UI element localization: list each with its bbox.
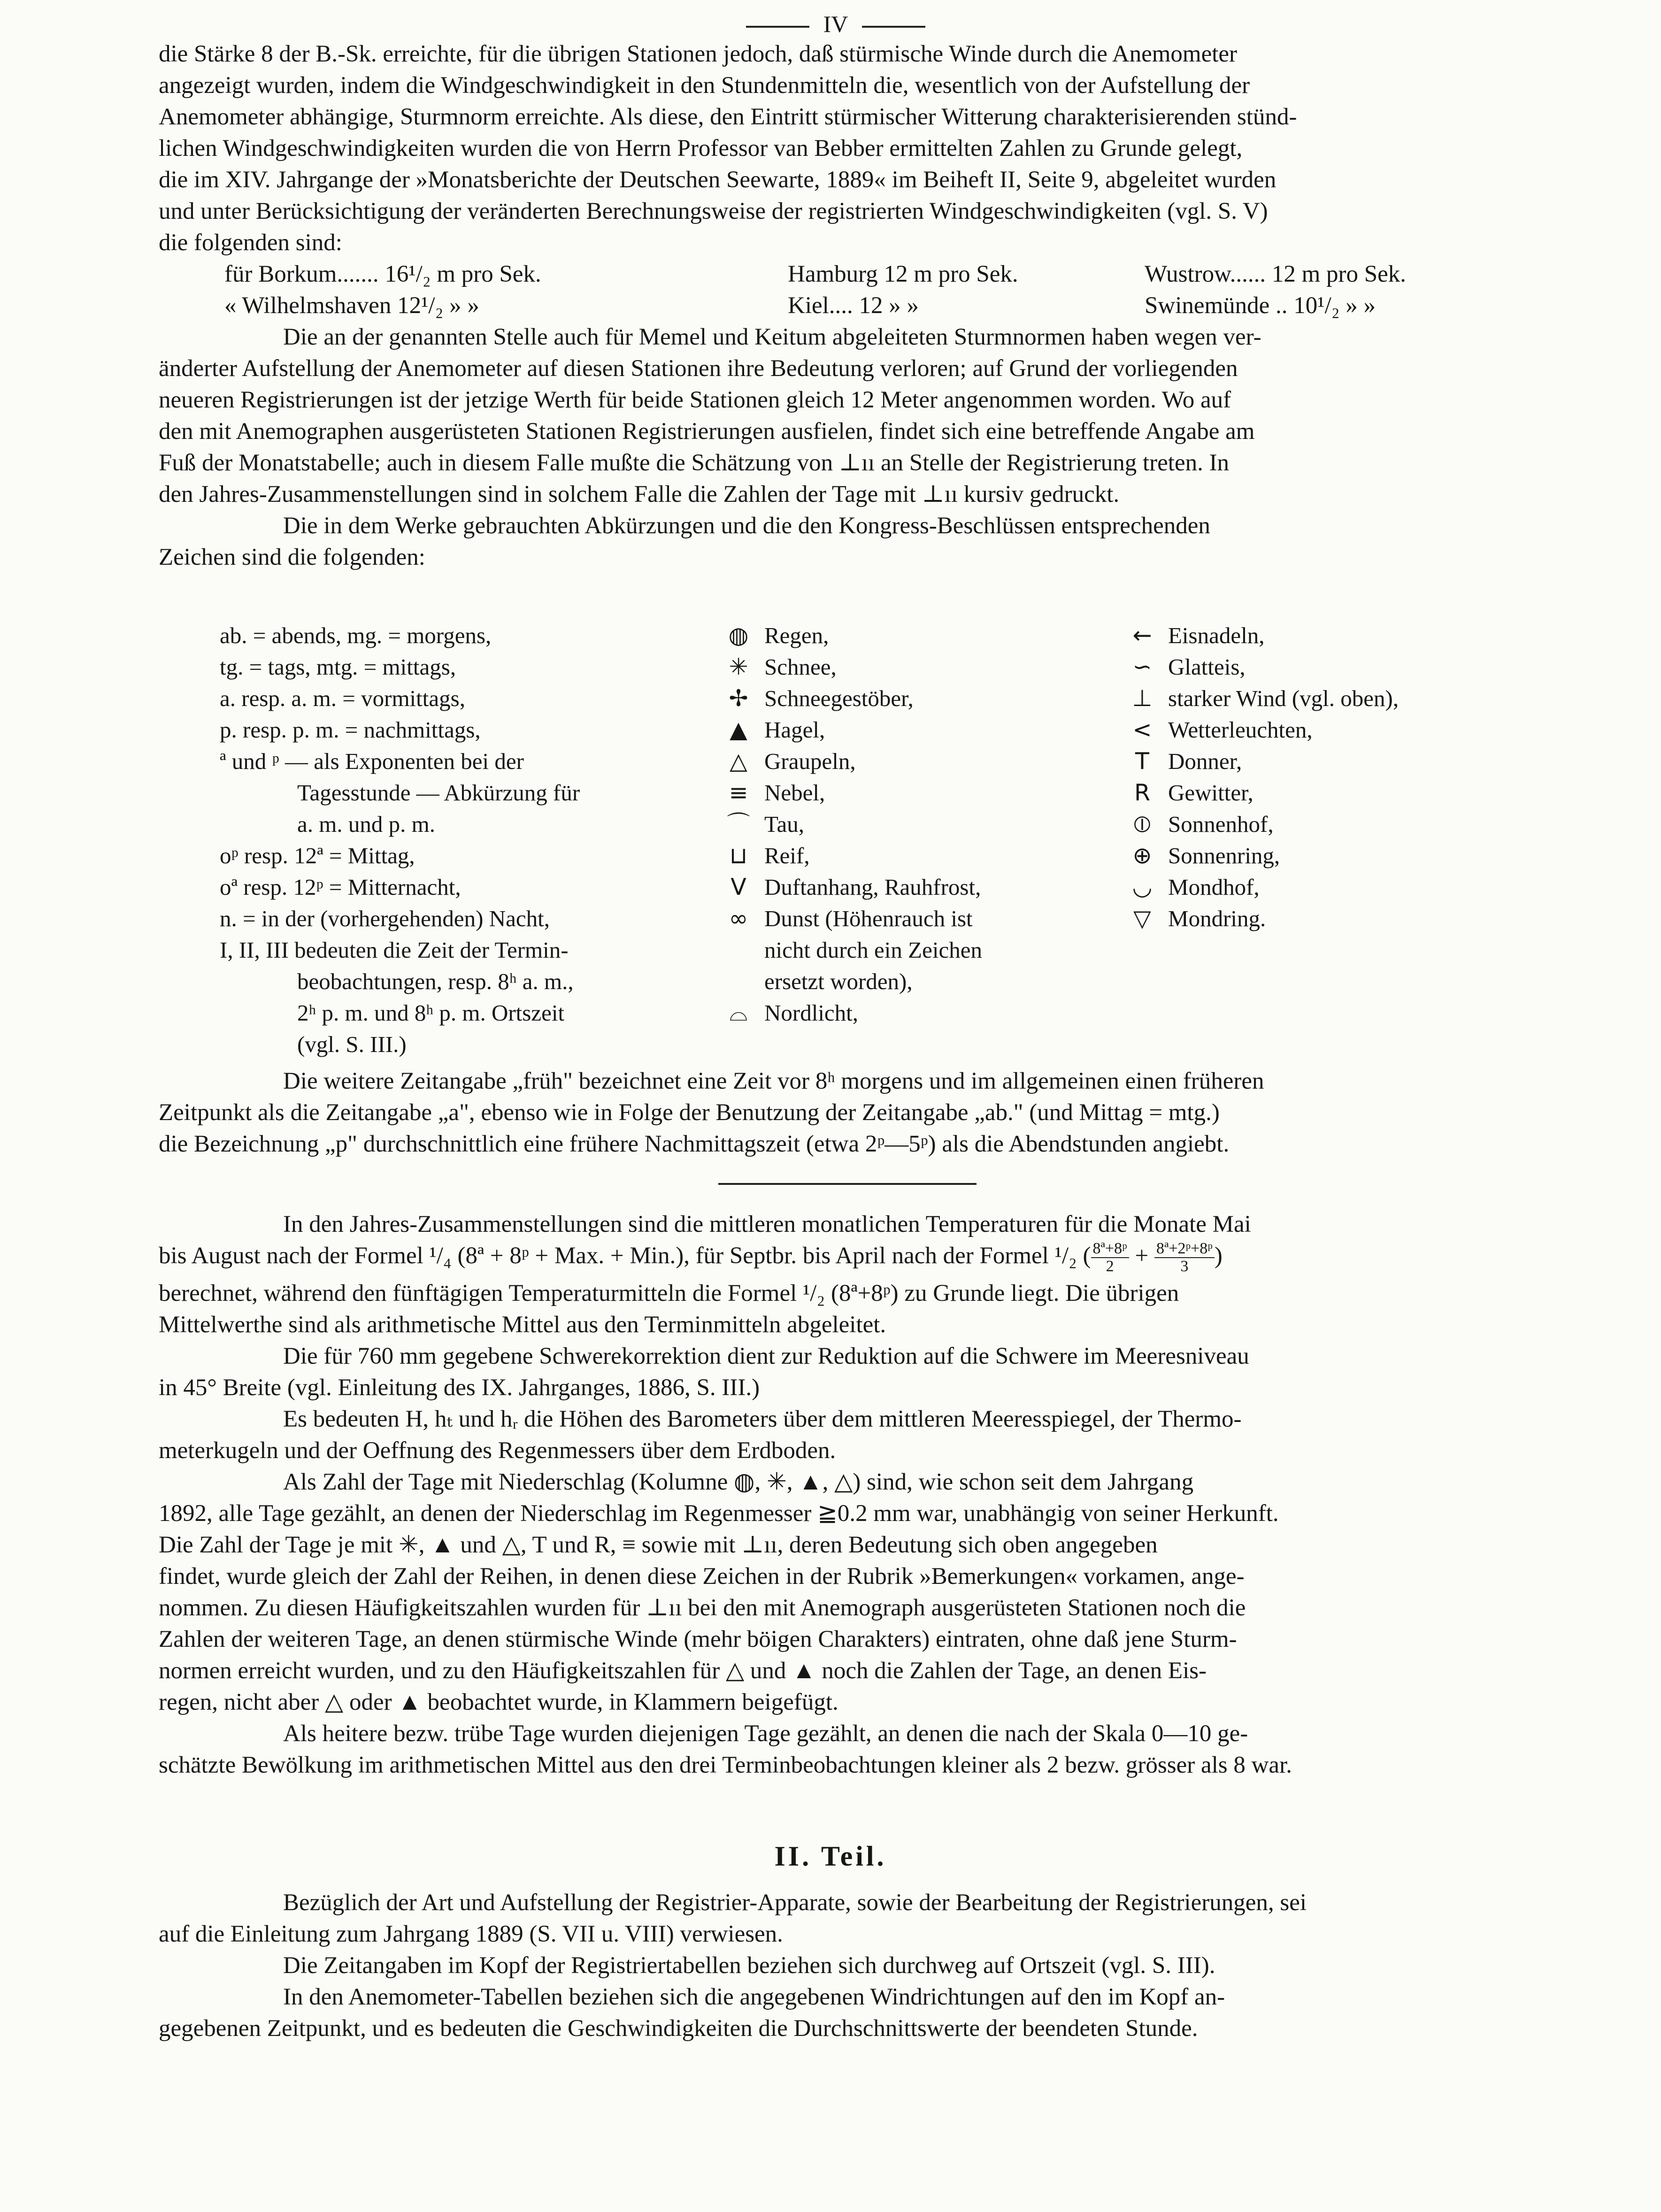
text-line: Die weitere Zeitangabe „früh" bezeichnet eine Zeit vor 8ʰ morgens und im allgemeinen einen früheren — [283, 1068, 1264, 1094]
text-line: Zeitpunkt als die Zeitangabe „a", ebenso wie in Folge der Benutzung der Zeitangabe „ab." (und Mittag = mtg.) — [159, 1099, 1220, 1126]
symbol-entry — [713, 903, 1182, 934]
strong-wind-icon: ⊥ — [1132, 685, 1153, 712]
abbreviation-line: beobachtungen, resp. 8ʰ a. m., — [297, 968, 574, 994]
symbol-label: Hagel, — [764, 717, 825, 743]
symbol-entry — [713, 651, 1182, 683]
page-header — [718, 10, 953, 38]
graupel-icon: △ — [730, 748, 747, 775]
part2-section — [159, 1887, 1534, 2044]
symbol-label: Glatteis, — [1168, 654, 1246, 680]
symbol-label: Wetterleuchten, — [1168, 717, 1313, 743]
abbreviation-line: a. m. und p. m. — [297, 811, 435, 837]
symbol-label: starker Wind (vgl. oben), — [1168, 685, 1399, 711]
header-dash-left — [746, 26, 809, 28]
symbol-entry — [1116, 651, 1530, 683]
annual-summary-section — [159, 1209, 1534, 1781]
text-line: Die in dem Werke gebrauchten Abkürzungen und die den Kongress-Beschlüssen entsprechenden — [283, 513, 1210, 539]
text-line: angezeigt wurden, indem die Windgeschwindigkeit in den Stundenmitteln die, wesentlich von der Aufstellung der — [159, 72, 1250, 99]
text-line: Zeichen sind die folgenden: — [159, 544, 425, 570]
text-line: Anemometer abhängige, Sturmnorm erreichte. Als diese, den Eintritt stürmischer Witterung charakterisierenden stünd- — [159, 104, 1297, 130]
symbol-column — [713, 620, 1182, 1029]
abbreviation-line: ab. = abends, mg. = morgens, — [220, 622, 492, 648]
text-line: In den Anemometer-Tabellen beziehen sich die angegebenen Windrichtungen auf den im Kopf an- — [283, 1984, 1225, 2010]
text-line: die im XIV. Jahrgange der »Monatsberichte der Deutschen Seewarte, 1889« im Beiheft II, Seite 9, abgeleitet wurden — [159, 167, 1277, 193]
symbol-label: Donner, — [1168, 748, 1242, 774]
text-line: Es bedeuten H, hₜ und hᵣ die Höhen des Barometers über dem mittleren Meeresspiegel, der Thermo- — [283, 1406, 1242, 1432]
rain-icon: ◍ — [728, 622, 749, 649]
symbol-label: Mondhof, — [1168, 874, 1260, 900]
abbreviation-line: p. resp. p. m. = nachmittags, — [220, 717, 481, 743]
station-entry: « Wilhelmshaven 12¹/₂ » » — [224, 292, 479, 319]
snow-icon: ✳ — [729, 653, 748, 680]
abbreviation-line: n. = in der (vorhergehenden) Nacht, — [220, 906, 550, 931]
station-entry: Wustrow...... 12 m pro Sek. — [1145, 261, 1407, 287]
lunar-ring-icon: ▽ — [1133, 905, 1151, 932]
thunder-icon: T — [1135, 748, 1149, 775]
text-line: die Stärke 8 der B.-Sk. erreichte, für die übrigen Stationen jedoch, daß stürmische Winde durch die Anemometer — [159, 41, 1237, 67]
symbol-entry — [713, 620, 1182, 651]
text-line: Bezüglich der Art und Aufstellung der Registrier-Apparate, sowie der Bearbeitung der Registrierungen, sei — [283, 1889, 1307, 1916]
text-line: berechnet, während den fünftägigen Temperaturmitteln die Formel ¹/₂ (8ª+8ᵖ) zu Grunde liegt. Die übrigen — [159, 1280, 1179, 1306]
symbol-label: Schneegestöber, — [764, 685, 914, 711]
text-line: Mittelwerthe sind als arithmetische Mittel aus den Terminmitteln abgeleitet. — [159, 1312, 886, 1338]
text-line: Die an der genannten Stelle auch für Memel und Keitum abgeleiteten Sturmnormen haben wegen ver- — [283, 324, 1261, 350]
haze-icon: ∞ — [729, 905, 748, 932]
symbol-entry — [1116, 683, 1530, 714]
symbol-entry — [713, 997, 1182, 1029]
formula-text: bis August nach der Formel ¹/₄ (8ª + 8ᵖ + Max. + Min.), für Septbr. bis April nach der Formel ¹/₂ ( — [159, 1243, 1091, 1269]
symbol-entry — [1116, 620, 1530, 651]
symbol-label: Tau, — [764, 811, 805, 837]
symbol-label: Reif, — [764, 843, 810, 868]
text-line: regen, nicht aber △ oder ▲ beobachtet wurde, in Klammern beigefügt. — [159, 1689, 838, 1715]
part-title: II. Teil. — [774, 1841, 887, 1872]
text-line: In den Jahres-Zusammenstellungen sind die mittleren monatlichen Temperaturen für die Monate Mai — [283, 1211, 1251, 1237]
fraction — [1091, 1240, 1129, 1275]
solar-halo-icon: ⦶ — [1134, 811, 1151, 837]
text-line: den mit Anemographen ausgerüsteten Stationen Registrierungen ausfielen, findet sich eine betreffende Angabe am — [159, 418, 1255, 445]
symbol-label: Regen, — [764, 622, 829, 648]
symbol-entry — [713, 934, 1182, 966]
symbol-entry — [713, 840, 1182, 871]
fraction-denominator: 2 — [1106, 1258, 1114, 1275]
fraction-numerator: 8ª+2ᵖ+8ᵖ — [1154, 1240, 1215, 1258]
text-line: die folgenden sind: — [159, 230, 342, 256]
fraction — [1154, 1240, 1215, 1275]
text-line: die Bezeichnung „p" durchschnittlich eine frühere Nachmittagszeit (etwa 2ᵖ—5ᵖ) als die Abendstunden angiebt. — [159, 1131, 1230, 1157]
text-line: auf die Einleitung zum Jahrgang 1889 (S. VII u. VIII) verwiesen. — [159, 1921, 783, 1947]
symbol-label: Eisnadeln, — [1168, 622, 1265, 648]
symbol-entry — [1116, 745, 1530, 777]
text-line: 1892, alle Tage gezählt, an denen der Niederschlag im Regenmesser ≧0.2 mm war, unabhängig von seiner Herkunft. — [159, 1500, 1279, 1527]
text-line: Die Zahl der Tage je mit ✳, ▲ und △, T und R, ≡ sowie mit ⊥ıı, deren Bedeutung sich oben angegeben — [159, 1532, 1158, 1558]
text-line: findet, wurde gleich der Zahl der Reihen, in denen diese Zeichen in der Rubrik »Bemerkungen« vorkamen, ange- — [159, 1563, 1245, 1590]
symbol-entry — [713, 808, 1182, 840]
time-notes-paragraph — [159, 1066, 1534, 1160]
abbreviation-line: ª und ᵖ — als Exponenten bei der — [220, 748, 524, 774]
text-line: und unter Berücksichtigung der veränderten Berechnungsweise der registrierten Windgeschwindigkeiten (vgl. S. V) — [159, 198, 1268, 224]
ice-needles-icon: ← — [1132, 622, 1152, 649]
symbol-label: Mondring. — [1168, 906, 1266, 931]
abbreviation-line: oª resp. 12ᵖ = Mitternacht, — [220, 874, 461, 900]
symbol-entry — [713, 871, 1182, 903]
fraction-denominator: 3 — [1180, 1258, 1189, 1275]
text-line: Die Zeitangaben im Kopf der Registriertabellen beziehen sich durchweg auf Ortszeit (vgl. S. III). — [283, 1952, 1215, 1979]
text-line: Als Zahl der Tage mit Niederschlag (Kolumne ◍, ✳, ▲, △) sind, wie schon seit dem Jahrgang — [283, 1469, 1194, 1495]
stations-row — [159, 259, 1534, 290]
lunar-halo-icon: ◡ — [1132, 874, 1153, 900]
text-line: normen erreicht wurden, und zu den Häufigkeitszahlen für △ und ▲ noch die Zahlen der Tage, an denen Eis- — [159, 1658, 1207, 1684]
text-line: den Jahres-Zusammenstellungen sind in solchem Falle die Zahlen der Tage mit ⊥ıı kursiv gedruckt. — [159, 481, 1120, 507]
abbreviation-line: (vgl. S. III.) — [297, 1031, 407, 1057]
symbol-entry — [713, 714, 1182, 745]
sheet-lightning-icon: < — [1132, 716, 1152, 743]
formula-line: bis August nach der Formel ¹/₄ (8ª + 8ᵖ + Max. + Min.), für Septbr. bis April nach der Formel ¹/₂ ( $\frac{\text{8ª+8ᵖ}}{2}$ + $\frac{\text{8ª+2ᵖ+8ᵖ}}{3}$ ) — [159, 1240, 1223, 1275]
abbreviation-line: a. resp. a. m. = vormittags, — [220, 685, 465, 711]
text-line: nommen. Zu diesen Häufigkeitszahlen wurden für ⊥ıı bei den mit Anemograph ausgerüsteten Stationen noch die — [159, 1595, 1246, 1621]
symbol-entry — [1116, 840, 1530, 871]
symbol-label: Schnee, — [764, 654, 837, 680]
intro-paragraph — [159, 38, 1534, 573]
symbol-label: Nordlicht, — [764, 1000, 859, 1026]
dew-icon: ⌒ — [727, 811, 750, 837]
symbol-label: Gewitter, — [1168, 780, 1253, 806]
abbreviation-line: I, II, III bedeuten die Zeit der Termin- — [220, 937, 569, 963]
blizzard-icon: ✢ — [729, 685, 748, 712]
station-entry: Kiel.... 12 » » — [788, 292, 919, 319]
symbol-column — [1116, 620, 1530, 934]
section-divider — [718, 1183, 977, 1185]
text-line: meterkugeln und der Oeffnung des Regenmessers über dem Erdboden. — [159, 1437, 836, 1464]
frost-icon: ⊔ — [729, 842, 748, 869]
thunderstorm-icon: R — [1134, 779, 1151, 806]
symbol-entry — [1116, 714, 1530, 745]
header-dash-right — [862, 26, 925, 28]
fraction-numerator: 8ª+8ᵖ — [1091, 1240, 1129, 1258]
stations-row — [159, 290, 1534, 322]
abbreviation-line: tg. = tags, mtg. = mittags, — [220, 654, 456, 680]
text-line: Zahlen der weiteren Tage, an denen stürmische Winde (mehr böigen Charakters) eintraten, ohne daß jene Sturm- — [159, 1626, 1237, 1652]
symbol-entry — [713, 745, 1182, 777]
text-line: Als heitere bezw. trübe Tage wurden diejenigen Tage gezählt, an denen die nach der Skala 0—10 ge- — [283, 1720, 1248, 1747]
abbreviation-table — [159, 620, 1534, 1061]
text-line: schätzte Bewölkung im arithmetischen Mittel aus den drei Terminbeobachtungen kleiner als 2 bezw. grösser als 8 war. — [159, 1752, 1292, 1778]
aurora-icon: ⌓ — [729, 999, 748, 1026]
symbol-label: Sonnenhof, — [1168, 811, 1274, 837]
text-line: Fuß der Monatstabelle; auch in diesem Falle mußte die Schätzung von ⊥ıı an Stelle der Registrierung treten. In — [159, 450, 1230, 476]
symbol-entry — [713, 966, 1182, 997]
symbol-label: nicht durch ein Zeichen — [764, 937, 982, 963]
symbol-label: Sonnenring, — [1168, 843, 1280, 868]
glaze-icon: ∽ — [1132, 653, 1152, 680]
fog-icon: ≡ — [729, 779, 748, 806]
text-line: Die für 760 mm gegebene Schwerekorrektion dient zur Reduktion auf die Schwere im Meeresniveau — [283, 1343, 1249, 1369]
station-entry: Swinemünde .. 10¹/₂ » » — [1145, 292, 1376, 319]
text-line: gegebenen Zeitpunkt, und es bedeuten die Geschwindigkeiten die Durchschnittswerte der beendeten Stunde. — [159, 2015, 1198, 2042]
symbol-entry — [713, 777, 1182, 808]
text-line: lichen Windgeschwindigkeiten wurden die von Herrn Professor van Bebber ermittelten Zahlen zu Grunde gelegt, — [159, 135, 1243, 161]
symbol-label: Duftanhang, Rauhfrost, — [764, 874, 981, 900]
symbol-entry — [1116, 808, 1530, 840]
symbol-entry — [1116, 777, 1530, 808]
text-line: in 45° Breite (vgl. Einleitung des IX. Jahrganges, 1886, S. III.) — [159, 1375, 760, 1401]
text-line: änderter Aufstellung der Anemometer auf diesen Stationen ihre Bedeutung verloren; auf Grund der vorliegenden — [159, 355, 1238, 382]
solar-ring-icon: ⊕ — [1132, 842, 1152, 869]
symbol-entry — [1116, 903, 1530, 934]
abbreviation-line: Tagesstunde — Abkürzung für — [297, 780, 580, 806]
page-number: IV — [823, 11, 848, 37]
symbol-label: Graupeln, — [764, 748, 856, 774]
symbol-label: ersetzt worden), — [764, 968, 913, 994]
station-entry: für Borkum....... 16¹/₂ m pro Sek. — [224, 261, 541, 287]
symbol-label: Nebel, — [764, 780, 825, 806]
symbol-entry — [713, 683, 1182, 714]
abbreviation-line: oᵖ resp. 12ª = Mittag, — [220, 843, 415, 868]
rime-icon: V — [731, 874, 746, 900]
station-entry: Hamburg 12 m pro Sek. — [788, 261, 1018, 287]
text-line: neueren Registrierungen ist der jetzige Werth für beide Stationen gleich 12 Meter angenommen worden. Wo auf — [159, 387, 1231, 413]
abbreviation-line: 2ʰ p. m. und 8ʰ p. m. Ortszeit — [297, 1000, 565, 1026]
symbol-label: Dunst (Höhenrauch ist — [764, 906, 973, 931]
hail-icon: ▲ — [730, 716, 747, 743]
symbol-entry — [1116, 871, 1530, 903]
